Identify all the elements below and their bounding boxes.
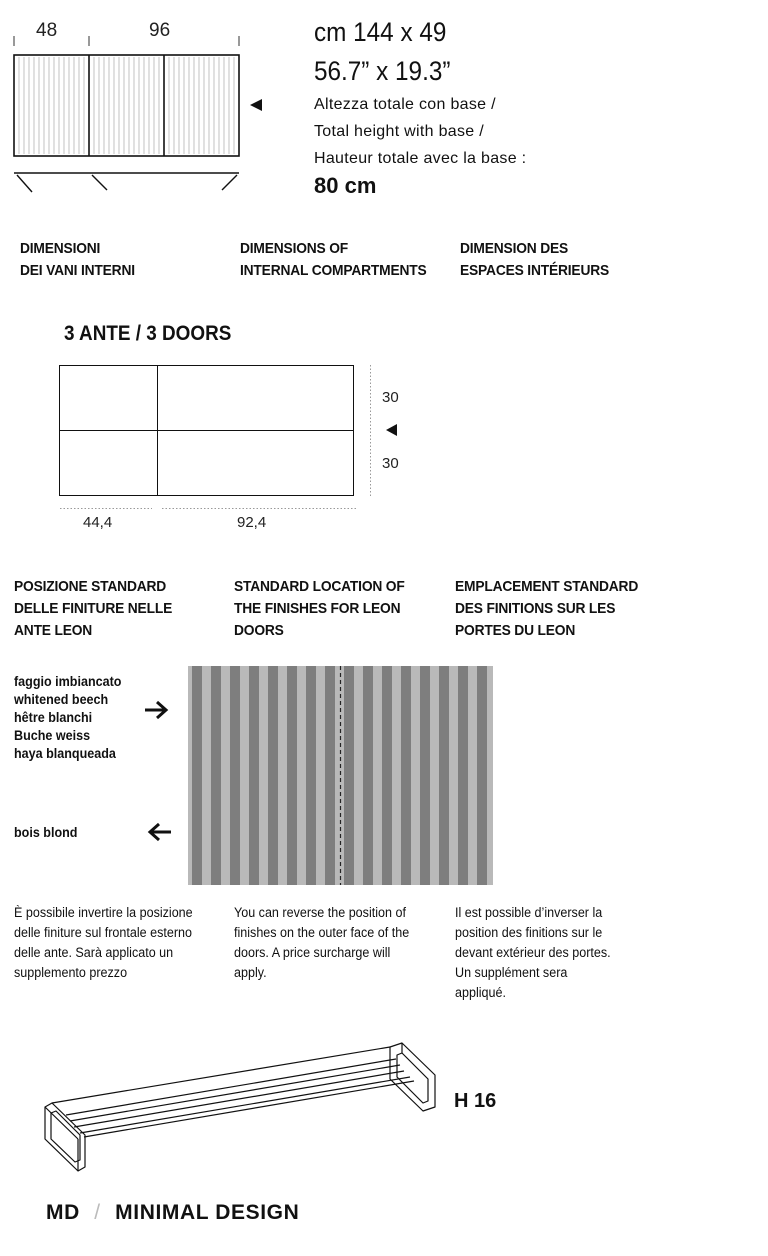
header-line: POSIZIONE STANDARD [14, 578, 167, 595]
width-right-label: 92,4 [237, 514, 267, 531]
finish-name: Buche weiss [14, 728, 91, 743]
header-line: ESPACES INTÉRIEURS [460, 262, 610, 279]
note-line: finishes on the outer face of the [234, 925, 410, 940]
note-line: devant extérieur des portes. [455, 945, 611, 960]
internal-header-en [240, 238, 427, 282]
note-line: apply. [234, 965, 267, 980]
compartments-diagram [0, 360, 380, 530]
note-line: appliqué. [455, 985, 506, 1000]
footer-brand [46, 1199, 299, 1227]
dim-right-label: 96 [149, 20, 171, 41]
arrow-right-icon [144, 699, 172, 721]
note-it [14, 903, 193, 983]
note-fr [455, 903, 611, 1003]
header-line: THE FINISHES FOR LEON [234, 600, 401, 617]
height-label-en: Total height with base / [314, 123, 484, 140]
blond-finish-label: bois blond [14, 825, 78, 840]
finish-header-it [14, 576, 172, 642]
note-line: supplemento prezzo [14, 965, 128, 980]
base-frame-drawing [30, 1035, 450, 1175]
header-line: DIMENSIONS OF [240, 240, 349, 257]
header-line: DOORS [234, 622, 284, 639]
header-line: DIMENSION DES [460, 240, 569, 257]
finish-name: whitened beech [14, 692, 109, 707]
finish-header-en [234, 576, 405, 642]
size-inches: 56.7” x 19.3” [314, 56, 451, 86]
header-line: PORTES DU LEON [455, 622, 576, 639]
note-line: delle ante. Sarà applicato un [14, 945, 174, 960]
size-cm: cm 144 x 49 [314, 17, 447, 47]
finish-name: faggio imbiancato [14, 674, 122, 689]
header-line: DIMENSIONI [20, 240, 101, 257]
arrow-left-icon [145, 821, 173, 843]
internal-header-it [20, 238, 135, 282]
finish-swatch [188, 666, 493, 885]
note-en [234, 903, 409, 983]
compartment-pointer-icon [386, 424, 397, 436]
beech-finish-label [14, 673, 121, 763]
note-line: delle finiture sul frontale esterno [14, 925, 192, 940]
height-bottom-label: 30 [382, 455, 399, 472]
height-label-fr: Hauteur totale avec la base : [314, 150, 527, 167]
brand-short: MD [46, 1201, 80, 1224]
note-line: Un supplément sera [455, 965, 568, 980]
base-height-label: H 16 [454, 1090, 497, 1112]
brand-full: MINIMAL DESIGN [115, 1201, 300, 1224]
internal-header-fr [460, 238, 609, 282]
height-value: 80 cm [314, 173, 377, 198]
height-pointer-icon [249, 98, 263, 112]
height-label-it: Altezza totale con base / [314, 96, 496, 113]
header-line: DES FINITIONS SUR LES [455, 600, 616, 617]
note-line: You can reverse the position of [234, 905, 406, 920]
brand-separator: / [94, 1201, 101, 1224]
compartments-title: 3 ANTE / 3 DOORS [64, 322, 232, 345]
dim-left-label: 48 [36, 20, 58, 41]
finish-header-fr [455, 576, 638, 642]
header-line: STANDARD LOCATION OF [234, 578, 405, 595]
width-left-label: 44,4 [83, 514, 113, 531]
header-line: ANTE LEON [14, 622, 93, 639]
sideboard-front-drawing [0, 0, 260, 200]
header-line: INTERNAL COMPARTMENTS [240, 262, 427, 279]
note-line: Il est possible d’inverser la [455, 905, 603, 920]
header-line: DEI VANI INTERNI [20, 262, 135, 279]
note-line: doors. A price surcharge will [234, 945, 391, 960]
finish-name: hêtre blanchi [14, 710, 93, 725]
header-line: EMPLACEMENT STANDARD [455, 578, 639, 595]
height-top-label: 30 [382, 389, 399, 406]
header-line: DELLE FINITURE NELLE [14, 600, 173, 617]
note-line: position des finitions sur le [455, 925, 603, 940]
finish-name: haya blanqueada [14, 746, 116, 761]
note-line: È possibile invertire la posizione [14, 905, 193, 920]
